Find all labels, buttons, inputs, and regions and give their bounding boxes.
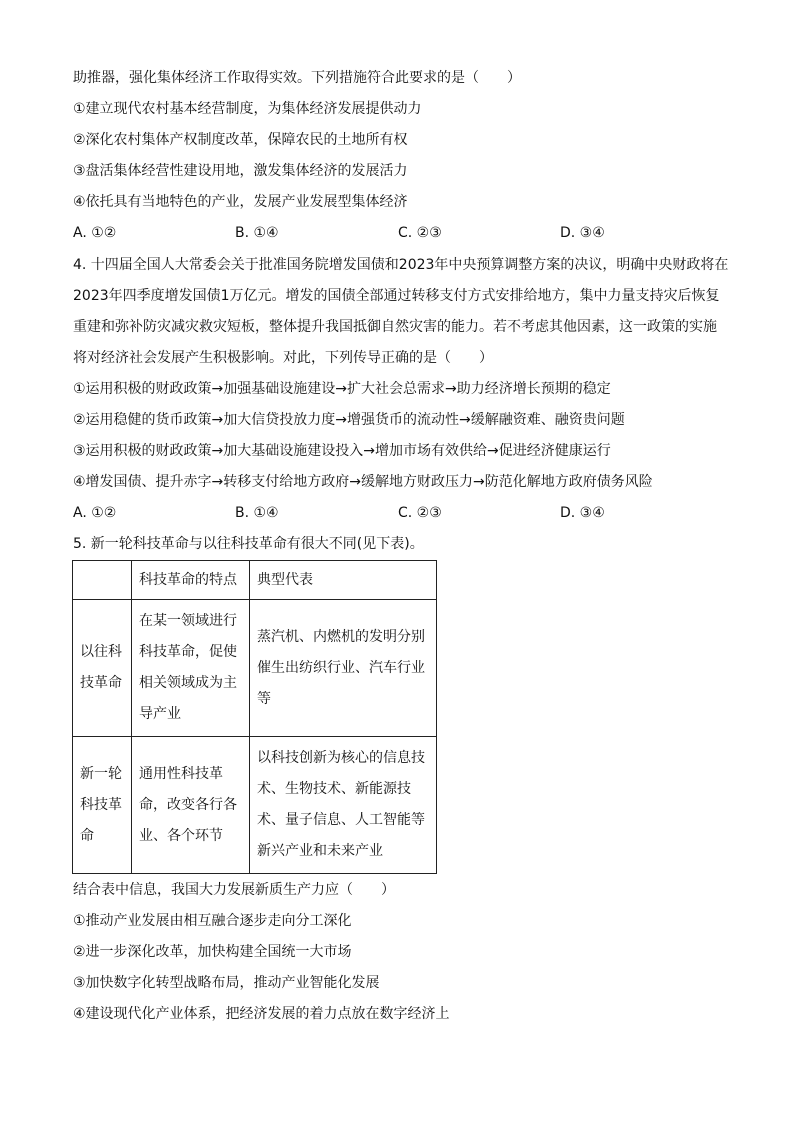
q3-item-3: ③盘活集体经营性建设用地，激发集体经济的发展活力	[73, 163, 408, 179]
q4-option-c: C. ②③	[398, 505, 442, 521]
table-header-cell: 科技革命的特点	[132, 561, 250, 600]
q5-item-1: ①推动产业发展由相互融合逐步走向分工深化	[73, 913, 352, 929]
q4-option-a: A. ①②	[73, 505, 117, 521]
table-cell: 以科技创新为核心的信息技术、生物技术、新能源技术、量子信息、人工智能等新兴产业和未来产业	[250, 737, 437, 874]
q5-stem: 5. 新一轮科技革命与以往科技革命有很大不同(见下表)。	[73, 536, 424, 552]
q3-option-d: D. ③④	[560, 225, 605, 241]
table-cell: 通用性科技革命，改变各行各业、各个环节	[132, 737, 250, 874]
table-header-cell	[73, 561, 132, 600]
q5-question: 结合表中信息，我国大力发展新质生产力应（ ）	[73, 882, 395, 898]
table-cell: 新一轮科技革命	[73, 737, 132, 874]
q5-comparison-table	[72, 560, 437, 874]
q4-stem-line-4: 将对经济社会发展产生积极影响。对此，下列传导正确的是（ ）	[73, 350, 493, 366]
q4-stem-line-1: 4. 十四届全国人大常委会关于批准国务院增发国债和2023年中央预算调整方案的决议，明确中央财政将在	[73, 257, 729, 273]
q5-item-4: ④建设现代化产业体系，把经济发展的着力点放在数字经济上	[73, 1006, 450, 1022]
q3-item-4: ④依托具有当地特色的产业，发展产业发展型集体经济	[73, 194, 408, 210]
table-cell: 以往科技革命	[73, 600, 132, 737]
q4-options	[73, 503, 733, 523]
q5-item-3: ③加快数字化转型战略布局，推动产业智能化发展	[73, 975, 380, 991]
q4-stem-line-3: 重建和弥补防灾减灾救灾短板，整体提升我国抵御自然灾害的能力。若不考虑其他因素，这一政策的实施	[73, 319, 717, 335]
q4-stem-line-2: 2023年四季度增发国债1万亿元。增发的国债全部通过转移支付方式安排给地方，集中力量支持灾后恢复	[73, 288, 720, 304]
q3-option-a: A. ①②	[73, 225, 117, 241]
q4-item-2: ②运用稳健的货币政策→加大信贷投放力度→增强货币的流动性→缓解融资难、融资贵问题	[73, 412, 625, 428]
table-header-cell: 典型代表	[250, 561, 437, 600]
q3-option-b: B. ①④	[235, 225, 279, 241]
table-row	[73, 737, 437, 874]
q4-item-4: ④增发国债、提升赤字→转移支付给地方政府→缓解地方财政压力→防范化解地方政府债务风险	[73, 474, 653, 490]
q4-item-3: ③运用积极的财政政策→加大基础设施建设投入→增加市场有效供给→促进经济健康运行	[73, 443, 611, 459]
q5-item-2: ②进一步深化改革，加快构建全国统一大市场	[73, 944, 352, 960]
table-cell: 在某一领域进行科技革命，促使相关领域成为主导产业	[132, 600, 250, 737]
q3-item-1: ①建立现代农村基本经营制度，为集体经济发展提供动力	[73, 101, 422, 117]
q3-options	[73, 223, 733, 243]
table-header-row	[73, 561, 437, 600]
table-cell: 蒸汽机、内燃机的发明分别催生出纺织行业、汽车行业等	[250, 600, 437, 737]
q4-item-1: ①运用积极的财政政策→加强基础设施建设→扩大社会总需求→助力经济增长预期的稳定	[73, 381, 611, 397]
q4-option-b: B. ①④	[235, 505, 279, 521]
q3-option-c: C. ②③	[398, 225, 442, 241]
q3-item-2: ②深化农村集体产权制度改革，保障农民的土地所有权	[73, 132, 408, 148]
table-row	[73, 600, 437, 737]
q4-option-d: D. ③④	[560, 505, 605, 521]
q3-stem-end: 助推器，强化集体经济工作取得实效。下列措施符合此要求的是（ ）	[73, 70, 521, 86]
